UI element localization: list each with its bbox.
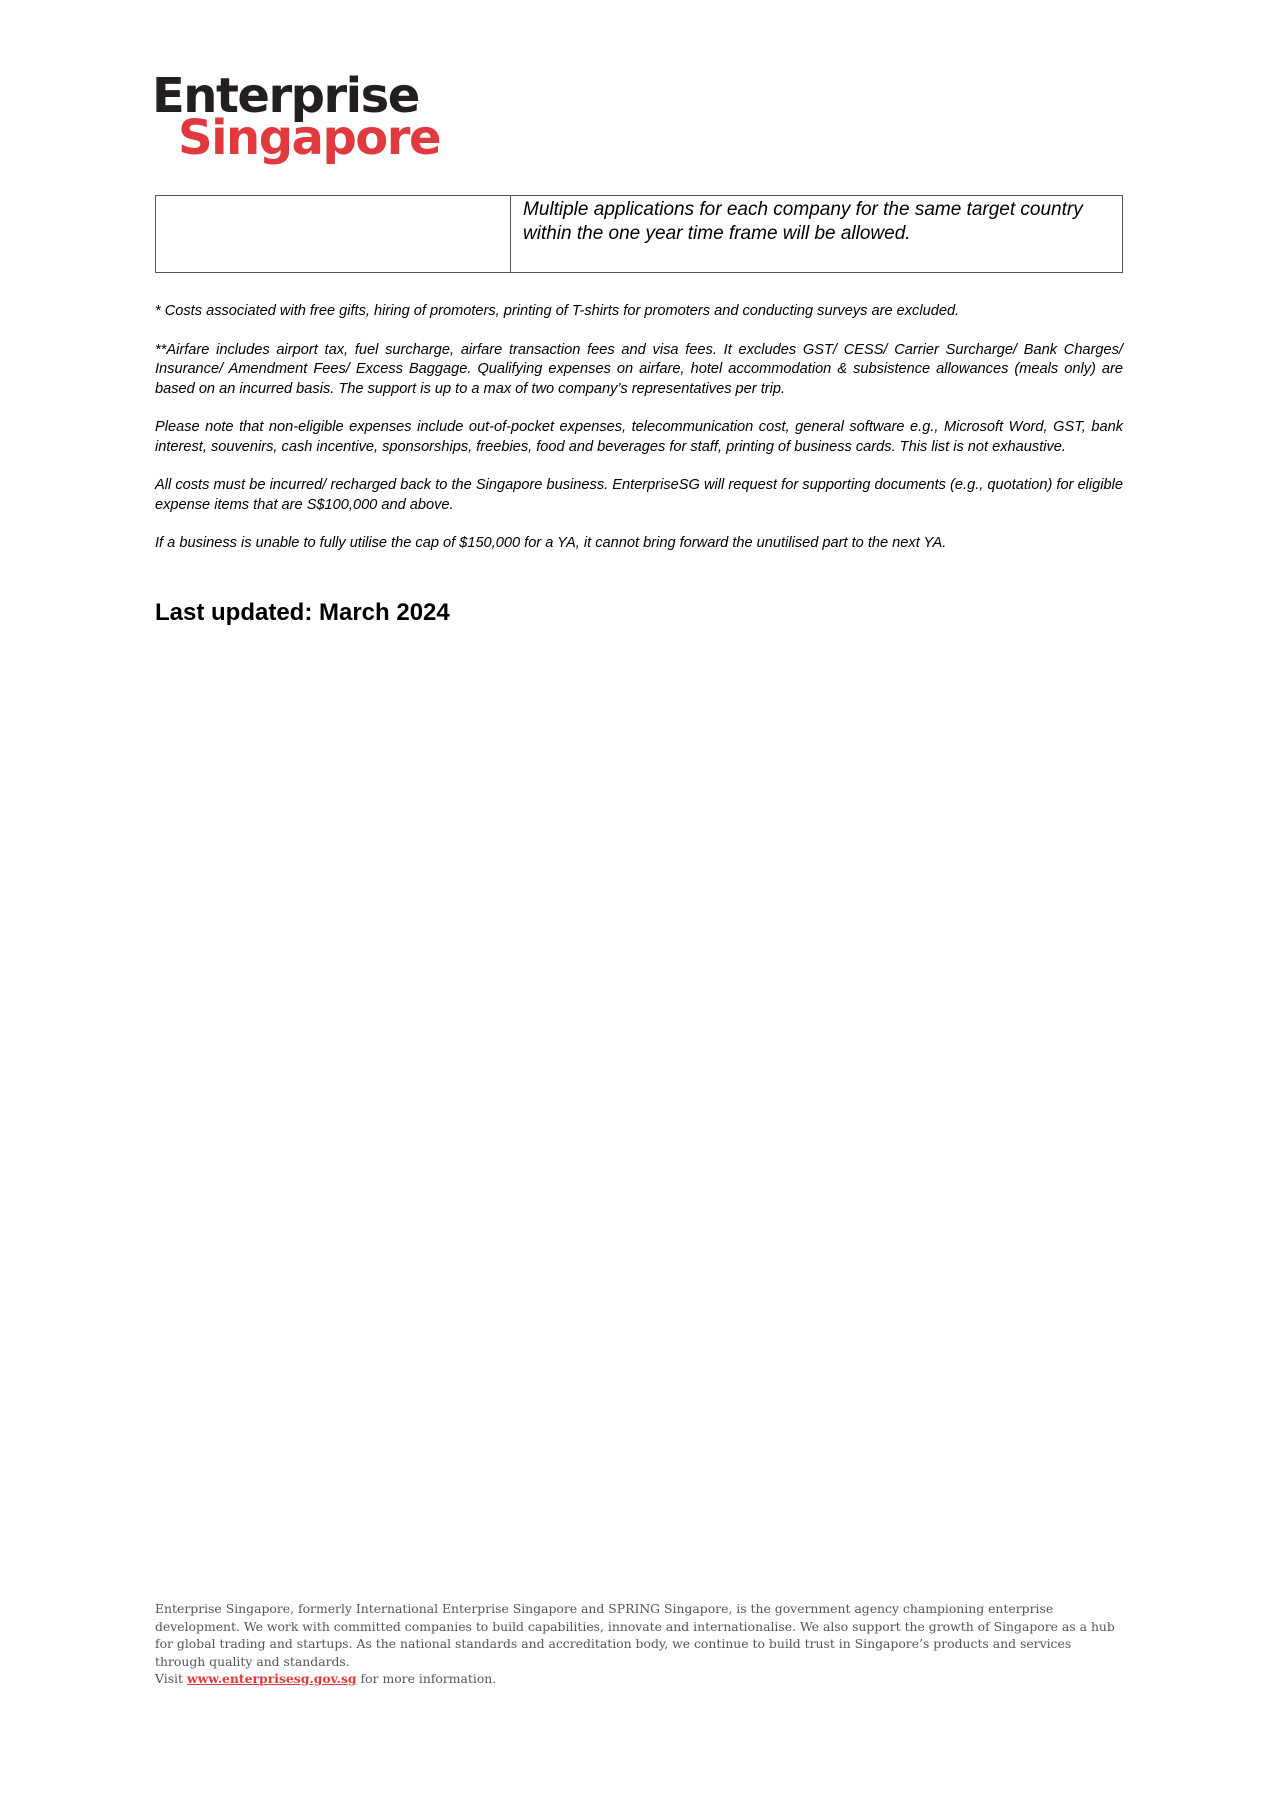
continuation-table xyxy=(155,195,1123,273)
note-airfare: **Airfare includes airport tax, fuel surcharge, airfare transaction fees and visa fees. It excludes GST/ CESS/ Carrier Surcharge/ Bank Charges/ Insurance/ Amendment Fees/ Excess Baggage. Qualifying expenses on airfare, hotel accommodation & subsistence allowances (meals only) are based on an incurred basis. The support is up to a max of two company’s representatives per trip. xyxy=(155,341,1123,397)
logo-line-enterprise: Enterprise xyxy=(152,68,419,124)
note-cap: If a business is unable to fully utilise the cap of $150,000 for a YA, it cannot bring forward the unutilised part to the next YA. xyxy=(155,535,947,551)
page-footer xyxy=(155,1600,1123,1688)
footnotes xyxy=(155,302,1123,573)
table-row xyxy=(156,196,1123,273)
table-cell-left xyxy=(156,196,511,273)
note-excluded-costs: * Costs associated with free gifts, hiring of promoters, printing of T-shirts for promoters and conducting surveys are excluded. xyxy=(155,303,960,319)
footer-visit-suffix: for more information. xyxy=(360,1671,497,1686)
footer-description: Enterprise Singapore, formerly International Enterprise Singapore and SPRING Singapore, is the government agency championing enterprise development. We work with committed companies to build capabilities, innovate and internationalise. We also support the growth of Singapore as a hub for global trading and startups. As the national standards and accreditation body, we continue to build trust in Singapore’s products and services through quality and standards. xyxy=(155,1601,1115,1669)
note-non-eligible: Please note that non-eligible expenses include out-of-pocket expenses, telecommunication cost, general software e.g., Microsoft Word, GST, bank interest, souvenirs, cash incentive, sponsorships, freebies, food and beverages for staff, printing of business cards. This list is not exhaustive. xyxy=(155,419,1123,455)
table-cell-right: Multiple applications for each company for the same target country within the one year time frame will be allowed. xyxy=(511,196,1123,273)
website-link[interactable]: www.enterprisesg.gov.sg xyxy=(186,1671,357,1686)
footer-visit-prefix: Visit xyxy=(155,1671,183,1686)
note-supporting-documents: All costs must be incurred/ recharged back to the Singapore business. EnterpriseSG will request for supporting documents (e.g., quotation) for eligible expense items that are S$100,000 and above. xyxy=(155,477,1123,513)
enterprise-singapore-logo xyxy=(152,68,452,168)
footer-visit-line xyxy=(155,1670,1123,1688)
logo-line-singapore: Singapore xyxy=(178,110,441,166)
last-updated-heading: Last updated: March 2024 xyxy=(155,599,450,626)
